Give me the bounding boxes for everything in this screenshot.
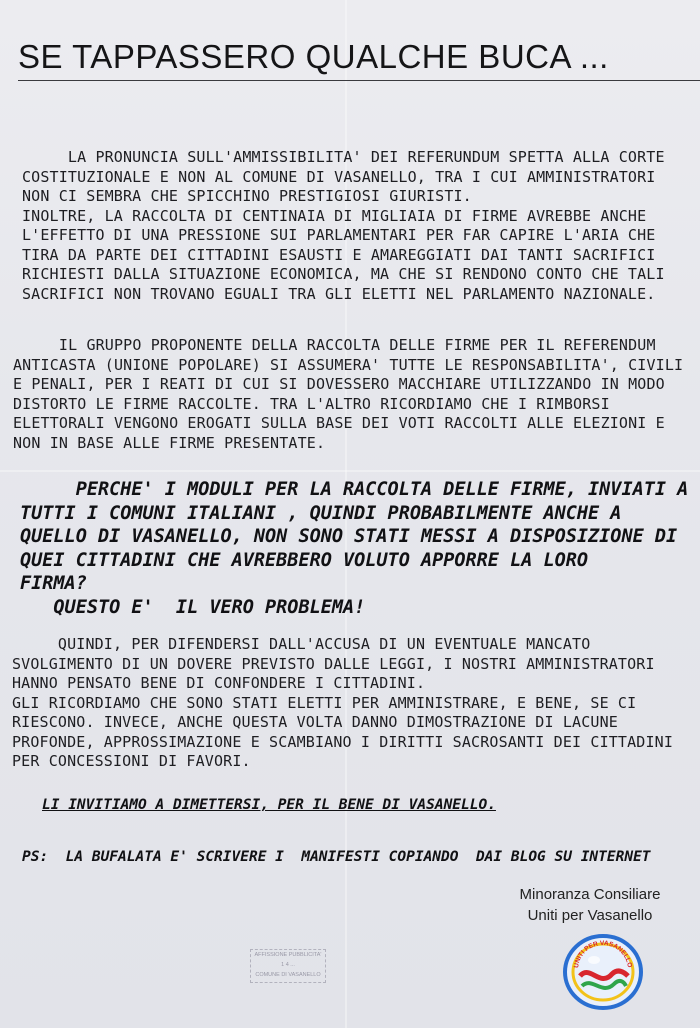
uniti-per-vasanello-logo <box>560 930 646 1010</box>
signature-block <box>490 884 690 926</box>
paragraph-amministratori: QUINDI, PER DIFENDERSI DALL'ACCUSA DI UN EVENTUALE MANCATO SVOLGIMENTO DI UN DOVERE PREVISTO DALLE LEGGI, I NOSTRI AMMINISTRATORI HANNO PENSATO BENE DI CONFONDERE I CITTADINI. GLI RICORDIAMO CHE SONO STATI ELETTI PER AMMINISTRARE, E BENE, SE CI RIESCONO. INVECE, ANCHE QUESTA VOLTA DANNO DIMOSTRAZIONE DI LACUNE PROFONDE, APPROSSIMAZIONE E SCAMBIANO I DIRITTI SACROSANTI DEI CITTADINI PER CONCESSIONI DI FAVORI. <box>12 635 674 770</box>
paper-crease <box>0 470 700 472</box>
invitation-line: LI INVITIAMO A DIMETTERSI, PER IL BENE DI VASANELLO. <box>42 797 496 813</box>
paragraph-gruppo-proponente: IL GRUPPO PROPONENTE DELLA RACCOLTA DELLE FIRME PER IL REFERENDUM ANTICASTA (UNIONE POPOLARE) SI ASSUMERA' TUTTE LE RESPONSABILITA', CIVILI E PENALI, PER I REATI DI CUI SI DOVESSERO MACCHIARE UTILIZZANDO IN MODO DISTORTO LE FIRME RACCOLTE. TRA L'ALTRO RICORDIAMO CHE I RIMBORSI ELETTORALI VENGONO EROGATI SULLA BASE DEI VOTI RACCOLTI ALLE ELEZIONI E NON IN BASE ALLE FIRME PRESENTATE. <box>13 336 684 452</box>
posting-stamp: AFFISSIONE PUBBLICITA' 1 4 ... COMUNE DI VASANELLO <box>250 949 326 983</box>
logo-arc-text: UNITI PER VASANELLO <box>573 939 633 969</box>
poster-title: SE TAPPASSERO QUALCHE BUCA ... <box>18 38 609 75</box>
logo-highlight <box>588 956 600 964</box>
paragraph-referendum: LA PRONUNCIA SULL'AMMISSIBILITA' DEI REFERUNDUM SPETTA ALLA CORTE COSTITUZIONALE E NON AL COMUNE DI VASANELLO, TRA I CUI AMMINISTRATORI NON CI SEMBRA CHE SPICCHINO PRESTIGIOSI GIURISTI. INOLTRE, LA RACCOLTA DI CENTINAIA DI MIGLIAIA DI FIRME AVREBBE ANCHE L'EFFETTO DI UNA PRESSIONE SUI PARLAMENTARI PER FAR CAPIRE L'ARIA CHE TIRA DA PARTE DEI CITTADINI ESAUSTI E AMAREGGIATI DAI TANTI SACRIFICI RICHIESTI DALLA SITUAZIONE ECONOMICA, MA CHE SI RENDONO CONTO CHE TALI SACRIFICI NON TROVANO EGUALI TRA GLI ELETTI NEL PARLAMENTO NAZIONALE. <box>22 148 665 303</box>
postscript-line: PS: LA BUFALATA E' SCRIVERE I MANIFESTI COPIANDO DAI BLOG SU INTERNET <box>22 849 651 865</box>
title-underline <box>18 80 700 81</box>
signature-line-2: Uniti per Vasanello <box>527 907 653 924</box>
signature-line-1: Minoranza Consiliare <box>519 886 661 903</box>
highlight-question: PERCHE' I MODULI PER LA RACCOLTA DELLE FIRME, INVIATI A TUTTI I COMUNI ITALIANI , QUINDI PROBABILMENTE ANCHE A QUELLO DI VASANELLO, NON SONO STATI MESSI A DISPOSIZIONE DI QUEI CITTADINI CHE AVREBBERO VOLUTO APPORRE LA LORO FIRMA? QUESTO E' IL VERO PROBLEMA! <box>20 479 689 618</box>
